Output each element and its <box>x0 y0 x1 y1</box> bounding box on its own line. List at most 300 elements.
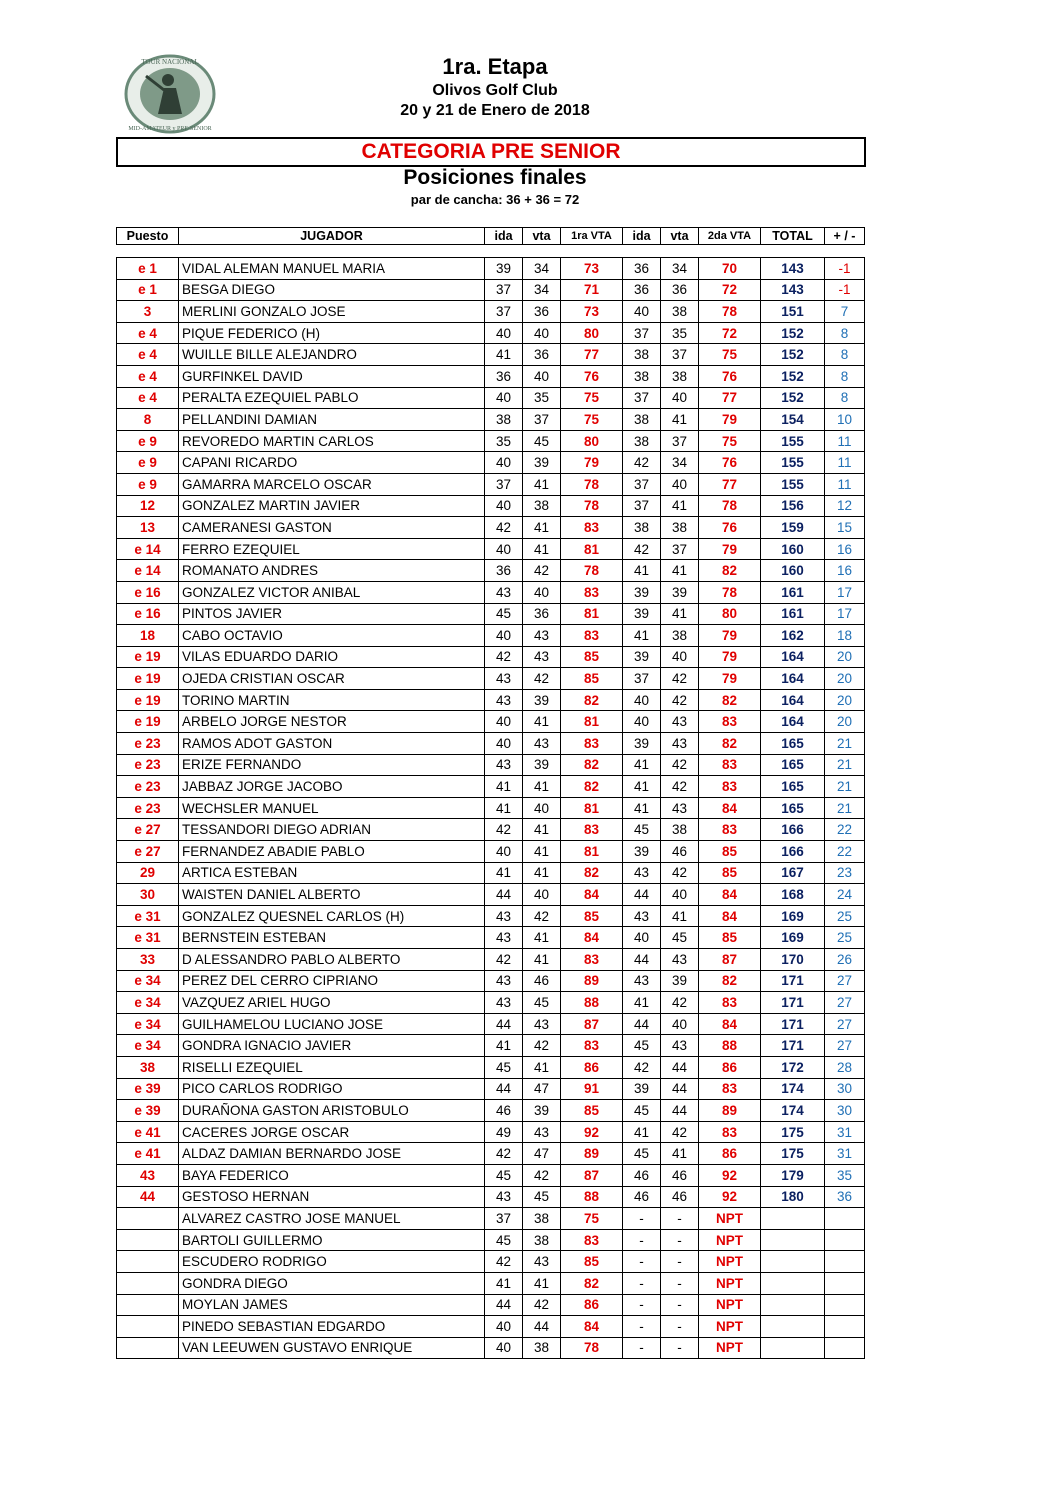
over-par: 12 <box>825 495 865 517</box>
first-round: 83 <box>561 1229 623 1251</box>
position: e 9 <box>117 473 179 495</box>
ida-1: 41 <box>485 1035 523 1057</box>
player-name: MERLINI GONZALO JOSE <box>179 301 485 323</box>
position: 12 <box>117 495 179 517</box>
vta-1: 45 <box>523 1186 561 1208</box>
table-row <box>117 344 865 366</box>
ida-1: 43 <box>485 905 523 927</box>
first-round: 80 <box>561 322 623 344</box>
table-row <box>117 646 865 668</box>
ida-1: 40 <box>485 1337 523 1359</box>
position: e 16 <box>117 581 179 603</box>
table-row <box>117 711 865 733</box>
ida-1: 37 <box>485 301 523 323</box>
table-row <box>117 776 865 798</box>
total: 180 <box>761 1186 825 1208</box>
over-par: 30 <box>825 1100 865 1122</box>
vta-1: 45 <box>523 992 561 1014</box>
col-ida-1: ida <box>485 228 523 245</box>
table-row <box>117 387 865 409</box>
total: 166 <box>761 841 825 863</box>
ida-1: 46 <box>485 1100 523 1122</box>
player-name: VILAS EDUARDO DARIO <box>179 646 485 668</box>
over-par: -1 <box>825 279 865 301</box>
second-round: 83 <box>699 1121 761 1143</box>
over-par <box>825 1251 865 1273</box>
ida-1: 39 <box>485 258 523 280</box>
position: e 27 <box>117 841 179 863</box>
vta-2: 40 <box>661 646 699 668</box>
ida-1: 40 <box>485 625 523 647</box>
over-par: 21 <box>825 754 865 776</box>
first-round: 81 <box>561 538 623 560</box>
vta-1: 41 <box>523 949 561 971</box>
total: 170 <box>761 949 825 971</box>
player-name: ESCUDERO RODRIGO <box>179 1251 485 1273</box>
table-row <box>117 1316 865 1338</box>
vta-1: 37 <box>523 409 561 431</box>
table-row <box>117 819 865 841</box>
ida-2: 43 <box>623 970 661 992</box>
ida-2: 38 <box>623 517 661 539</box>
second-round: 84 <box>699 884 761 906</box>
vta-2: 38 <box>661 517 699 539</box>
player-name: BAYA FEDERICO <box>179 1164 485 1186</box>
ida-1: 40 <box>485 841 523 863</box>
table-row <box>117 409 865 431</box>
total: 152 <box>761 365 825 387</box>
club-name: Olivos Golf Club <box>432 82 558 99</box>
total <box>761 1337 825 1359</box>
position: 29 <box>117 862 179 884</box>
ida-2: 39 <box>623 603 661 625</box>
over-par: 27 <box>825 992 865 1014</box>
vta-1: 42 <box>523 668 561 690</box>
ida-1: 43 <box>485 754 523 776</box>
table-row <box>117 322 865 344</box>
over-par: 35 <box>825 1164 865 1186</box>
player-name: GONDRA IGNACIO JAVIER <box>179 1035 485 1057</box>
ida-1: 42 <box>485 949 523 971</box>
vta-2: 38 <box>661 301 699 323</box>
second-round: 89 <box>699 1100 761 1122</box>
second-round: 83 <box>699 992 761 1014</box>
over-par <box>825 1229 865 1251</box>
position: e 34 <box>117 992 179 1014</box>
ida-1: 40 <box>485 452 523 474</box>
position: e 19 <box>117 668 179 690</box>
vta-2: 40 <box>661 884 699 906</box>
table-row <box>117 1143 865 1165</box>
total <box>761 1316 825 1338</box>
first-round: 83 <box>561 1035 623 1057</box>
table-row <box>117 1337 865 1359</box>
position: 30 <box>117 884 179 906</box>
ida-1: 44 <box>485 1078 523 1100</box>
ida-1: 45 <box>485 1056 523 1078</box>
position: e 41 <box>117 1143 179 1165</box>
table-row <box>117 1164 865 1186</box>
player-name: WUILLE BILLE ALEJANDRO <box>179 344 485 366</box>
over-par: 31 <box>825 1121 865 1143</box>
over-par: -1 <box>825 258 865 280</box>
position <box>117 1294 179 1316</box>
over-par <box>825 1208 865 1230</box>
over-par: 8 <box>825 344 865 366</box>
vta-1: 41 <box>523 711 561 733</box>
ida-1: 43 <box>485 581 523 603</box>
second-round: 88 <box>699 1035 761 1057</box>
total: 143 <box>761 279 825 301</box>
vta-2: 43 <box>661 949 699 971</box>
table-row <box>117 1035 865 1057</box>
position: e 23 <box>117 754 179 776</box>
ida-2: 41 <box>623 1121 661 1143</box>
player-name: VAZQUEZ ARIEL HUGO <box>179 992 485 1014</box>
vta-2: 35 <box>661 322 699 344</box>
first-round: 83 <box>561 581 623 603</box>
table-row <box>117 970 865 992</box>
vta-2: - <box>661 1208 699 1230</box>
table-row <box>117 1251 865 1273</box>
player-name: CAPANI RICARDO <box>179 452 485 474</box>
second-round: 86 <box>699 1143 761 1165</box>
position: 18 <box>117 625 179 647</box>
player-name: ALDAZ DAMIAN BERNARDO JOSE <box>179 1143 485 1165</box>
first-round: 84 <box>561 927 623 949</box>
ida-2: 37 <box>623 387 661 409</box>
vta-1: 34 <box>523 258 561 280</box>
player-name: GONZALEZ QUESNEL CARLOS (H) <box>179 905 485 927</box>
position: e 14 <box>117 538 179 560</box>
player-name: ARBELO JORGE NESTOR <box>179 711 485 733</box>
total: 179 <box>761 1164 825 1186</box>
vta-1: 35 <box>523 387 561 409</box>
total: 171 <box>761 1035 825 1057</box>
total: 165 <box>761 733 825 755</box>
vta-1: 41 <box>523 538 561 560</box>
total: 155 <box>761 430 825 452</box>
second-round: 85 <box>699 927 761 949</box>
vta-1: 43 <box>523 733 561 755</box>
ida-1: 45 <box>485 1164 523 1186</box>
ida-2: - <box>623 1229 661 1251</box>
second-round: 77 <box>699 473 761 495</box>
course-par: par de cancha: 36 + 36 = 72 <box>410 192 580 207</box>
total: 154 <box>761 409 825 431</box>
first-round: 79 <box>561 452 623 474</box>
vta-1: 43 <box>523 1251 561 1273</box>
player-name: VAN LEEUWEN GUSTAVO ENRIQUE <box>179 1337 485 1359</box>
ida-1: 42 <box>485 819 523 841</box>
table-row <box>117 1229 865 1251</box>
over-par: 24 <box>825 884 865 906</box>
first-round: 85 <box>561 668 623 690</box>
total: 164 <box>761 711 825 733</box>
ida-1: 49 <box>485 1121 523 1143</box>
table-row <box>117 301 865 323</box>
col-2da-vta: 2da VTA <box>699 228 761 245</box>
total: 171 <box>761 992 825 1014</box>
second-round: 79 <box>699 646 761 668</box>
ida-2: 46 <box>623 1186 661 1208</box>
table-row <box>117 905 865 927</box>
total: 165 <box>761 776 825 798</box>
ida-1: 40 <box>485 1316 523 1338</box>
total <box>761 1294 825 1316</box>
vta-2: 38 <box>661 365 699 387</box>
vta-1: 44 <box>523 1316 561 1338</box>
position: e 41 <box>117 1121 179 1143</box>
vta-1: 41 <box>523 927 561 949</box>
player-name: MOYLAN JAMES <box>179 1294 485 1316</box>
position: e 4 <box>117 344 179 366</box>
col-ida-2: ida <box>623 228 661 245</box>
over-par: 20 <box>825 646 865 668</box>
first-round: 87 <box>561 1013 623 1035</box>
position: e 23 <box>117 797 179 819</box>
first-round: 81 <box>561 797 623 819</box>
player-name: RISELLI EZEQUIEL <box>179 1056 485 1078</box>
second-round: 83 <box>699 819 761 841</box>
vta-2: 34 <box>661 452 699 474</box>
total: 165 <box>761 754 825 776</box>
ida-2: 39 <box>623 1078 661 1100</box>
category-title: CATEGORIA PRE SENIOR <box>116 137 866 167</box>
position: e 34 <box>117 1013 179 1035</box>
second-round: 82 <box>699 970 761 992</box>
position: 8 <box>117 409 179 431</box>
over-par <box>825 1294 865 1316</box>
second-round: 72 <box>699 322 761 344</box>
ida-1: 40 <box>485 387 523 409</box>
ida-2: 37 <box>623 495 661 517</box>
ida-2: - <box>623 1316 661 1338</box>
ida-1: 43 <box>485 970 523 992</box>
vta-2: 46 <box>661 1164 699 1186</box>
ida-2: 44 <box>623 1013 661 1035</box>
total: 166 <box>761 819 825 841</box>
col-1ra-vta: 1ra VTA <box>561 228 623 245</box>
total: 175 <box>761 1143 825 1165</box>
position <box>117 1337 179 1359</box>
total: 159 <box>761 517 825 539</box>
vta-1: 40 <box>523 581 561 603</box>
vta-1: 40 <box>523 797 561 819</box>
vta-2: 42 <box>661 776 699 798</box>
player-name: PIQUE FEDERICO (H) <box>179 322 485 344</box>
player-name: CABO OCTAVIO <box>179 625 485 647</box>
vta-1: 41 <box>523 819 561 841</box>
table-row <box>117 258 865 280</box>
second-round: NPT <box>699 1337 761 1359</box>
second-round: NPT <box>699 1316 761 1338</box>
ida-1: 41 <box>485 797 523 819</box>
player-name: WECHSLER MANUEL <box>179 797 485 819</box>
total: 161 <box>761 603 825 625</box>
vta-2: 41 <box>661 409 699 431</box>
ida-1: 43 <box>485 927 523 949</box>
position <box>117 1208 179 1230</box>
position: e 23 <box>117 733 179 755</box>
player-name: GONDRA DIEGO <box>179 1272 485 1294</box>
vta-1: 42 <box>523 1294 561 1316</box>
first-round: 83 <box>561 625 623 647</box>
total: 174 <box>761 1078 825 1100</box>
ida-1: 43 <box>485 992 523 1014</box>
col-puesto: Puesto <box>117 228 179 245</box>
first-round: 82 <box>561 689 623 711</box>
vta-1: 41 <box>523 776 561 798</box>
ida-2: 41 <box>623 992 661 1014</box>
ida-2: 42 <box>623 452 661 474</box>
ida-2: - <box>623 1251 661 1273</box>
vta-1: 43 <box>523 1121 561 1143</box>
player-name: ARTICA ESTEBAN <box>179 862 485 884</box>
first-round: 75 <box>561 1208 623 1230</box>
total: 165 <box>761 797 825 819</box>
ida-2: 40 <box>623 689 661 711</box>
first-round: 73 <box>561 258 623 280</box>
second-round: 78 <box>699 581 761 603</box>
over-par: 27 <box>825 1035 865 1057</box>
position <box>117 1316 179 1338</box>
over-par: 31 <box>825 1143 865 1165</box>
over-par: 17 <box>825 581 865 603</box>
over-par: 25 <box>825 905 865 927</box>
first-round: 85 <box>561 905 623 927</box>
over-par: 20 <box>825 711 865 733</box>
over-par <box>825 1272 865 1294</box>
ida-2: 37 <box>623 322 661 344</box>
position: e 4 <box>117 365 179 387</box>
ida-1: 37 <box>485 473 523 495</box>
over-par: 16 <box>825 538 865 560</box>
ida-2: - <box>623 1337 661 1359</box>
second-round: 84 <box>699 1013 761 1035</box>
ida-1: 40 <box>485 495 523 517</box>
vta-1: 38 <box>523 1208 561 1230</box>
col-total: TOTAL <box>761 228 825 245</box>
position: e 31 <box>117 905 179 927</box>
vta-1: 38 <box>523 1337 561 1359</box>
over-par: 20 <box>825 668 865 690</box>
ida-1: 40 <box>485 538 523 560</box>
table-row <box>117 625 865 647</box>
vta-2: 41 <box>661 560 699 582</box>
table-row <box>117 1294 865 1316</box>
total: 160 <box>761 538 825 560</box>
table-row <box>117 1186 865 1208</box>
over-par <box>825 1337 865 1359</box>
vta-1: 41 <box>523 841 561 863</box>
ida-1: 41 <box>485 862 523 884</box>
ida-1: 42 <box>485 1251 523 1273</box>
ida-2: 40 <box>623 711 661 733</box>
table-row <box>117 1100 865 1122</box>
ida-2: 39 <box>623 733 661 755</box>
position: e 1 <box>117 279 179 301</box>
ida-2: 40 <box>623 301 661 323</box>
table-row <box>117 927 865 949</box>
first-round: 81 <box>561 711 623 733</box>
total: 171 <box>761 1013 825 1035</box>
player-name: GONZALEZ VICTOR ANIBAL <box>179 581 485 603</box>
vta-1: 40 <box>523 365 561 387</box>
total: 171 <box>761 970 825 992</box>
player-name: OJEDA CRISTIAN OSCAR <box>179 668 485 690</box>
first-round: 77 <box>561 344 623 366</box>
second-round: NPT <box>699 1251 761 1273</box>
vta-2: 41 <box>661 905 699 927</box>
over-par: 8 <box>825 387 865 409</box>
table-row <box>117 365 865 387</box>
ida-2: 38 <box>623 344 661 366</box>
table-row <box>117 517 865 539</box>
results-table-header <box>116 227 865 245</box>
table-row <box>117 495 865 517</box>
first-round: 81 <box>561 841 623 863</box>
second-round: 79 <box>699 625 761 647</box>
second-round: 86 <box>699 1056 761 1078</box>
ida-1: 40 <box>485 322 523 344</box>
vta-1: 39 <box>523 1100 561 1122</box>
position: e 39 <box>117 1100 179 1122</box>
position <box>117 1272 179 1294</box>
first-round: 91 <box>561 1078 623 1100</box>
total: 152 <box>761 322 825 344</box>
ida-2: 45 <box>623 819 661 841</box>
vta-2: 38 <box>661 625 699 647</box>
vta-1: 39 <box>523 452 561 474</box>
ida-2: 39 <box>623 581 661 603</box>
svg-text:TOUR NACIONAL: TOUR NACIONAL <box>141 58 199 66</box>
vta-1: 41 <box>523 1272 561 1294</box>
ida-1: 41 <box>485 1272 523 1294</box>
player-name: D ALESSANDRO PABLO ALBERTO <box>179 949 485 971</box>
table-row <box>117 560 865 582</box>
total: 156 <box>761 495 825 517</box>
total: 164 <box>761 689 825 711</box>
vta-1: 42 <box>523 905 561 927</box>
total: 155 <box>761 452 825 474</box>
ida-2: 41 <box>623 776 661 798</box>
second-round: 82 <box>699 560 761 582</box>
table-row <box>117 452 865 474</box>
ida-1: 38 <box>485 409 523 431</box>
vta-2: 40 <box>661 473 699 495</box>
vta-1: 46 <box>523 970 561 992</box>
ida-2: 41 <box>623 754 661 776</box>
over-par: 20 <box>825 689 865 711</box>
ida-1: 42 <box>485 517 523 539</box>
ida-2: 36 <box>623 279 661 301</box>
vta-1: 41 <box>523 1056 561 1078</box>
svg-text:MID-AMATEUR y PRE-SENIOR: MID-AMATEUR y PRE-SENIOR <box>128 126 212 132</box>
player-name: ROMANATO ANDRES <box>179 560 485 582</box>
second-round: 83 <box>699 711 761 733</box>
vta-1: 42 <box>523 1164 561 1186</box>
vta-2: 42 <box>661 689 699 711</box>
first-round: 85 <box>561 1100 623 1122</box>
vta-1: 40 <box>523 884 561 906</box>
player-name: FERRO EZEQUIEL <box>179 538 485 560</box>
first-round: 92 <box>561 1121 623 1143</box>
player-name: TORINO MARTIN <box>179 689 485 711</box>
second-round: NPT <box>699 1229 761 1251</box>
event-date: 20 y 21 de Enero de 2018 <box>400 102 590 119</box>
position: e 4 <box>117 387 179 409</box>
